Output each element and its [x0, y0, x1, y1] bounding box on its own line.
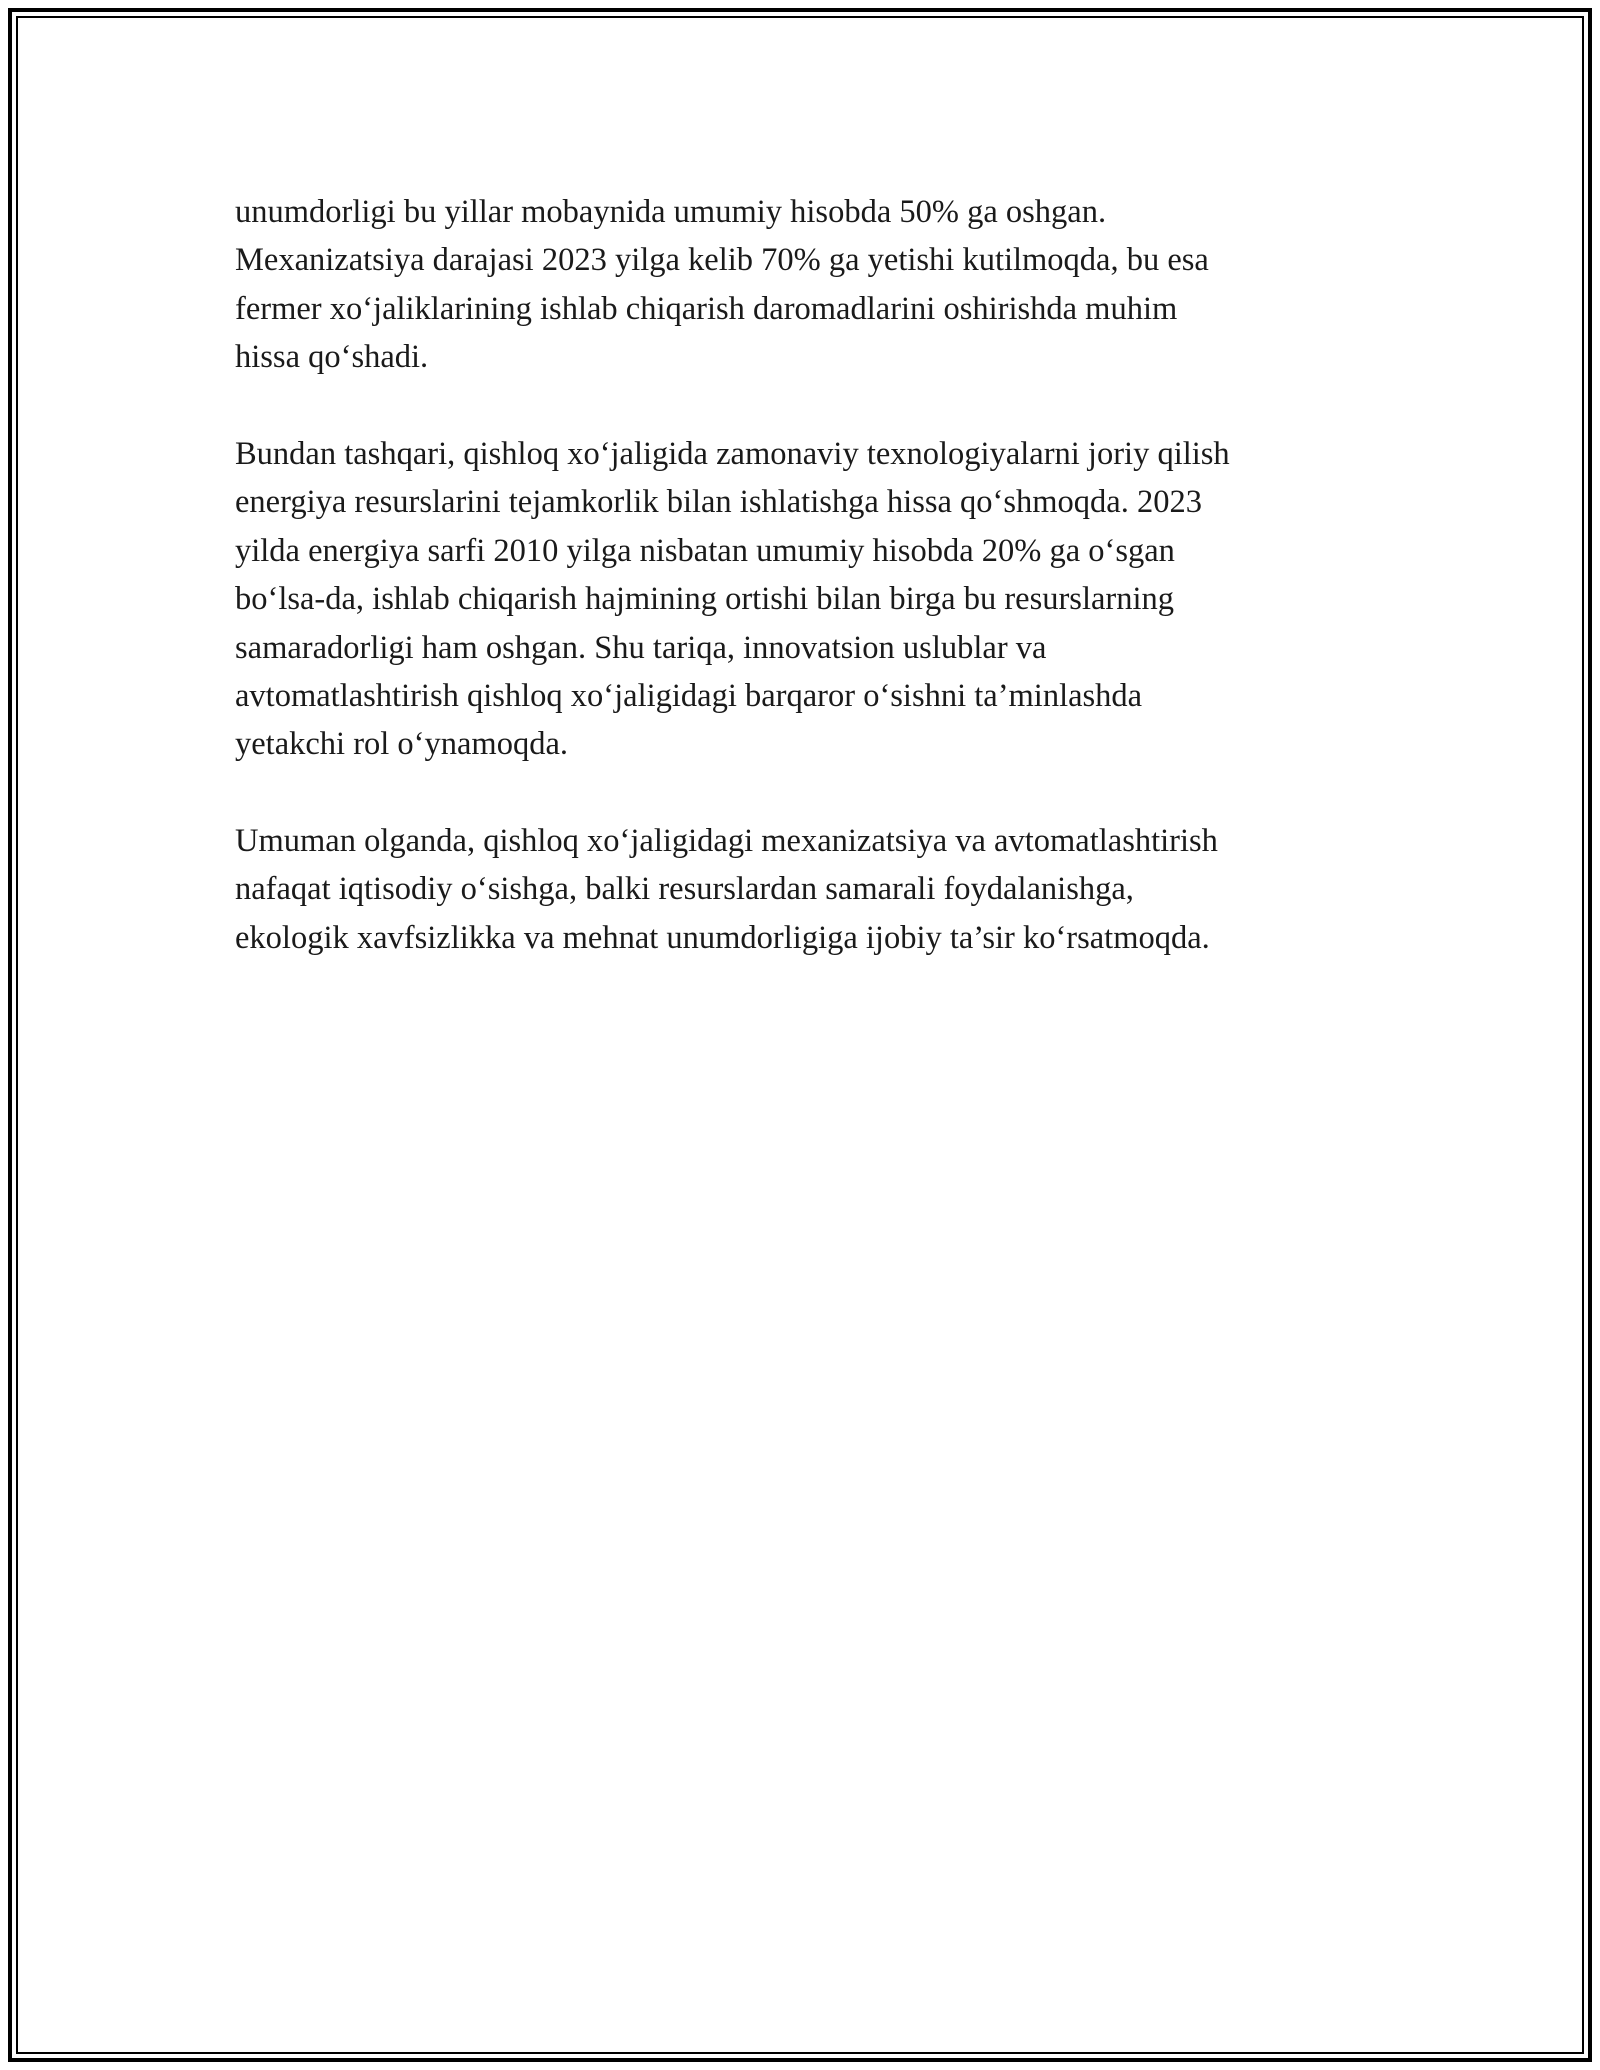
- text-line: nafaqat iqtisodiy o‘sishga, balki resurslardan samarali foydalanishga,: [235, 871, 1134, 908]
- text-line: yilda energiya sarfi 2010 yilga nisbatan umumiy hisobda 20% ga o‘sgan: [235, 532, 1175, 569]
- text-line: energiya resurslarini tejamkorlik bilan ishlatishga hissa qo‘shmoqda. 2023: [235, 484, 1202, 521]
- text-line: unumdorligi bu yillar mobaynida umumiy hisobda 50% ga oshgan.: [235, 194, 1107, 230]
- text-line: Bundan tashqari, qishloq xo‘jaligida zamonaviy texnologiyalarni joriy qilish: [235, 435, 1230, 472]
- text-line: Umuman olganda, qishloq xo‘jaligidagi mexanizatsiya va avtomatlashtirish: [235, 823, 1218, 860]
- text-line: avtomatlashtirish qishloq xo‘jaligidagi barqaror o‘sishni ta’minlashda: [235, 677, 1143, 714]
- text-line: ekologik xavfsizlikka va mehnat unumdorligiga ijobiy ta’sir ko‘rsatmoqda.: [235, 919, 1210, 956]
- text-line: fermer xo‘jaliklarining ishlab chiqarish daromadlarini oshirishda muhim: [235, 290, 1178, 327]
- document-body: [235, 188, 1385, 962]
- paragraph-1: [235, 188, 1385, 382]
- paragraph-3: [235, 817, 1385, 962]
- text-line: bo‘lsa-da, ishlab chiqarish hajmining ortishi bilan birga bu resurslarning: [235, 581, 1175, 618]
- text-line: Mexanizatsiya darajasi 2023 yilga kelib 70% ga yetishi kutilmoqda, bu esa: [235, 242, 1209, 279]
- text-line: yetakchi rol o‘ynamoqda.: [235, 726, 569, 763]
- text-line: hissa qo‘shadi.: [235, 339, 429, 376]
- text-line: samaradorligi ham oshgan. Shu tariqa, innovatsion uslublar va: [235, 629, 1047, 666]
- paragraph-2: [235, 430, 1385, 769]
